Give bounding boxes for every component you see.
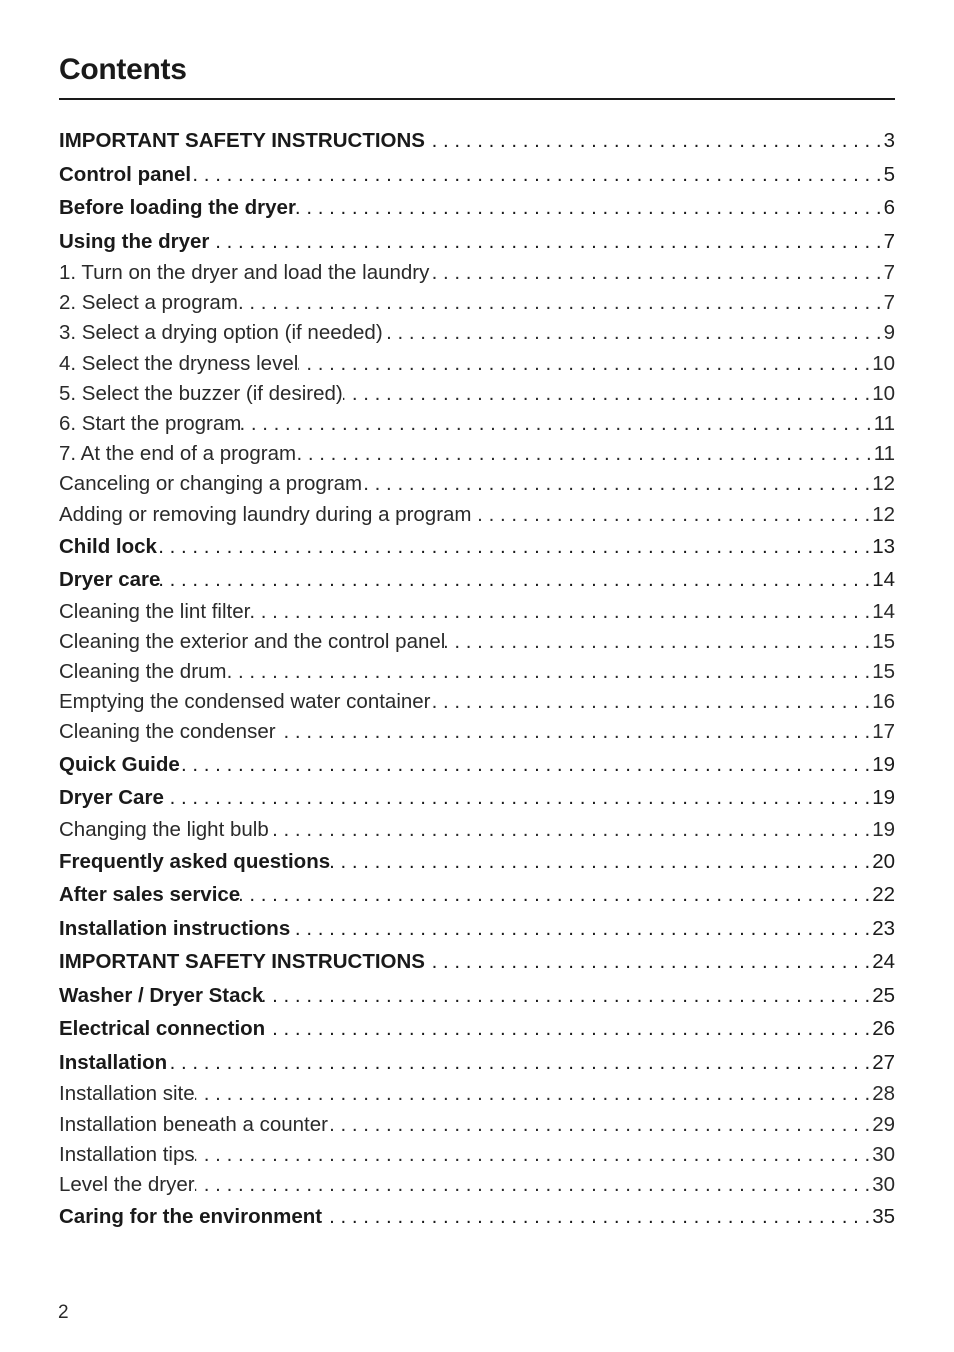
toc-dot-leader xyxy=(250,597,872,627)
toc-entry-label: Emptying the condensed water container xyxy=(59,690,431,714)
toc-entry-page-number: 19 xyxy=(872,817,895,841)
toc-entry-label: Installation xyxy=(59,1050,168,1074)
toc-subentry[interactable] xyxy=(59,1140,895,1170)
toc-subentry[interactable] xyxy=(59,815,895,845)
toc-entry-label: Electrical connection xyxy=(59,1017,266,1041)
toc-dot-leader xyxy=(425,124,884,158)
toc-entry-label: Installation beneath a counter xyxy=(59,1112,328,1136)
toc-entry-page-number: 24 xyxy=(872,950,895,974)
toc-dot-leader xyxy=(290,912,872,946)
toc-dot-leader xyxy=(160,563,872,597)
toc-entry-page-number: 14 xyxy=(872,599,895,623)
toc-subentry[interactable] xyxy=(59,1110,895,1140)
toc-dot-leader xyxy=(241,409,873,439)
toc-heading-entry[interactable] xyxy=(59,124,895,158)
toc-dot-leader xyxy=(425,945,872,979)
toc-entry-label: 7. At the end of a program xyxy=(59,442,297,466)
toc-entry-page-number: 7 xyxy=(883,229,895,253)
toc-subentry[interactable] xyxy=(59,258,895,288)
toc-entry-page-number: 12 xyxy=(872,502,895,526)
toc-entry-page-number: 7 xyxy=(883,261,895,284)
page-number: 2 xyxy=(58,1302,69,1323)
toc-subentry[interactable] xyxy=(59,1079,895,1109)
toc-dot-leader xyxy=(180,748,872,782)
page-title: Contents xyxy=(59,53,187,86)
toc-dot-leader xyxy=(362,469,872,499)
toc-heading-entry[interactable] xyxy=(59,1200,895,1234)
toc-entry-label: Installation instructions xyxy=(59,916,291,940)
toc-dot-leader xyxy=(296,191,884,225)
toc-subentry[interactable] xyxy=(59,288,895,318)
toc-entry-label: Cleaning the exterior and the control panel xyxy=(59,629,446,653)
toc-entry-label: Control panel xyxy=(59,162,192,186)
toc-entry-label: Frequently asked questions xyxy=(59,849,331,873)
title-divider xyxy=(59,98,895,100)
toc-dot-leader xyxy=(157,530,872,564)
toc-entry-page-number: 22 xyxy=(872,883,895,907)
toc-heading-entry[interactable] xyxy=(59,530,895,564)
toc-heading-entry[interactable] xyxy=(59,781,895,815)
toc-entry-label: 3. Select a drying option (if needed) xyxy=(59,321,383,345)
toc-dot-leader xyxy=(195,1170,873,1200)
toc-dot-leader xyxy=(195,1079,873,1109)
toc-subentry[interactable] xyxy=(59,657,895,687)
toc-heading-entry[interactable] xyxy=(59,912,895,946)
toc-entry-page-number: 12 xyxy=(872,472,895,496)
toc-heading-entry[interactable] xyxy=(59,225,895,259)
toc-subentry[interactable] xyxy=(59,318,895,348)
toc-subentry[interactable] xyxy=(59,687,895,717)
toc-heading-entry[interactable] xyxy=(59,845,895,879)
toc-entry-page-number: 16 xyxy=(872,690,895,714)
toc-entry-label: IMPORTANT SAFETY INSTRUCTIONS xyxy=(59,129,425,152)
toc-entry-label: Quick Guide xyxy=(59,752,180,776)
toc-entry-page-number: 10 xyxy=(872,381,895,405)
toc-heading-entry[interactable] xyxy=(59,1046,895,1080)
toc-subentry[interactable] xyxy=(59,409,895,439)
toc-entry-page-number: 30 xyxy=(872,1142,895,1166)
toc-dot-leader xyxy=(191,158,883,192)
toc-subentry[interactable] xyxy=(59,597,895,627)
toc-entry-label: 2. Select a program xyxy=(59,291,238,315)
toc-dot-leader xyxy=(328,1110,872,1140)
toc-entry-page-number: 26 xyxy=(872,1017,895,1041)
toc-dot-leader xyxy=(240,878,872,912)
toc-dot-leader xyxy=(445,627,872,657)
toc-dot-leader xyxy=(265,1012,872,1046)
toc-dot-leader xyxy=(298,349,872,379)
toc-dot-leader xyxy=(276,717,873,747)
toc-dot-leader xyxy=(164,781,872,815)
toc-entry-page-number: 11 xyxy=(873,411,895,435)
toc-entry-label: 1. Turn on the dryer and load the laundry xyxy=(59,261,430,284)
toc-heading-entry[interactable] xyxy=(59,1012,895,1046)
toc-dot-leader xyxy=(296,439,874,469)
toc-entry-label: Cleaning the lint filter xyxy=(59,599,251,623)
toc-subentry[interactable] xyxy=(59,379,895,409)
toc-entry-page-number: 25 xyxy=(872,983,895,1007)
table-of-contents xyxy=(59,124,895,1234)
toc-entry-page-number: 29 xyxy=(872,1112,895,1136)
toc-dot-leader xyxy=(431,687,873,717)
toc-dot-leader xyxy=(383,318,884,348)
toc-entry-label: 6. Start the program xyxy=(59,411,242,435)
toc-entry-label: Before loading the dryer xyxy=(59,196,296,219)
toc-entry-page-number: 23 xyxy=(872,916,895,940)
toc-entry-page-number: 10 xyxy=(872,351,895,375)
toc-heading-entry[interactable] xyxy=(59,945,895,979)
toc-entry-page-number: 3 xyxy=(883,129,895,152)
toc-entry-label: Level the dryer xyxy=(59,1172,195,1196)
toc-entry-page-number: 15 xyxy=(872,629,895,653)
toc-subentry[interactable] xyxy=(59,500,895,530)
toc-heading-entry[interactable] xyxy=(59,158,895,192)
toc-subentry[interactable] xyxy=(59,439,895,469)
toc-dot-leader xyxy=(269,815,872,845)
toc-entry-label: Cleaning the condenser xyxy=(59,720,276,744)
toc-entry-page-number: 14 xyxy=(872,568,895,592)
toc-heading-entry[interactable] xyxy=(59,191,895,225)
toc-dot-leader xyxy=(322,1200,872,1234)
toc-entry-page-number: 11 xyxy=(873,442,895,466)
toc-entry-label: 4. Select the dryness level xyxy=(59,351,299,375)
toc-subentry[interactable] xyxy=(59,717,895,747)
toc-entry-label: Dryer Care xyxy=(59,786,164,810)
toc-heading-entry[interactable] xyxy=(59,748,895,782)
toc-entry-page-number: 15 xyxy=(872,660,895,684)
toc-entry-page-number: 5 xyxy=(883,162,895,186)
toc-entry-page-number: 30 xyxy=(872,1172,895,1196)
toc-subentry[interactable] xyxy=(59,349,895,379)
toc-entry-label: Washer / Dryer Stack xyxy=(59,983,264,1007)
toc-subentry[interactable] xyxy=(59,627,895,657)
toc-entry-label: IMPORTANT SAFETY INSTRUCTIONS xyxy=(59,950,425,974)
toc-dot-leader xyxy=(195,1140,873,1170)
toc-heading-entry[interactable] xyxy=(59,878,895,912)
toc-dot-leader xyxy=(343,379,872,409)
toc-entry-label: Adding or removing laundry during a program xyxy=(59,502,472,526)
toc-entry-label: After sales service xyxy=(59,883,241,907)
toc-entry-label: Using the dryer xyxy=(59,229,210,253)
toc-dot-leader xyxy=(472,500,873,530)
toc-entry-page-number: 27 xyxy=(872,1050,895,1074)
toc-entry-label: 5. Select the buzzer (if desired) xyxy=(59,381,343,405)
toc-entry-page-number: 7 xyxy=(883,291,895,315)
toc-entry-page-number: 13 xyxy=(872,534,895,558)
toc-subentry[interactable] xyxy=(59,469,895,499)
toc-entry-label: Dryer care xyxy=(59,568,161,592)
toc-entry-page-number: 35 xyxy=(872,1205,895,1229)
toc-entry-label: Installation tips xyxy=(59,1142,195,1166)
toc-entry-page-number: 28 xyxy=(872,1082,895,1106)
toc-entry-label: Cleaning the drum xyxy=(59,660,227,684)
toc-entry-label: Changing the light bulb xyxy=(59,817,269,841)
toc-entry-label: Child lock xyxy=(59,534,157,558)
toc-dot-leader xyxy=(227,657,873,687)
toc-entry-page-number: 20 xyxy=(872,849,895,873)
toc-entry-page-number: 6 xyxy=(883,196,895,219)
toc-heading-entry[interactable] xyxy=(59,563,895,597)
toc-entry-page-number: 19 xyxy=(872,752,895,776)
toc-entry-page-number: 17 xyxy=(872,720,895,744)
toc-subentry[interactable] xyxy=(59,1170,895,1200)
toc-heading-entry[interactable] xyxy=(59,979,895,1013)
toc-dot-leader xyxy=(263,979,872,1013)
toc-dot-leader xyxy=(238,288,884,318)
toc-dot-leader xyxy=(330,845,872,879)
toc-dot-leader xyxy=(209,225,883,259)
toc-entry-page-number: 19 xyxy=(872,786,895,810)
toc-dot-leader xyxy=(429,258,883,288)
toc-dot-leader xyxy=(167,1046,872,1080)
toc-entry-label: Installation site xyxy=(59,1082,195,1106)
toc-entry-label: Canceling or changing a program xyxy=(59,472,363,496)
toc-entry-label: Caring for the environment xyxy=(59,1205,323,1229)
toc-entry-page-number: 9 xyxy=(883,321,895,345)
